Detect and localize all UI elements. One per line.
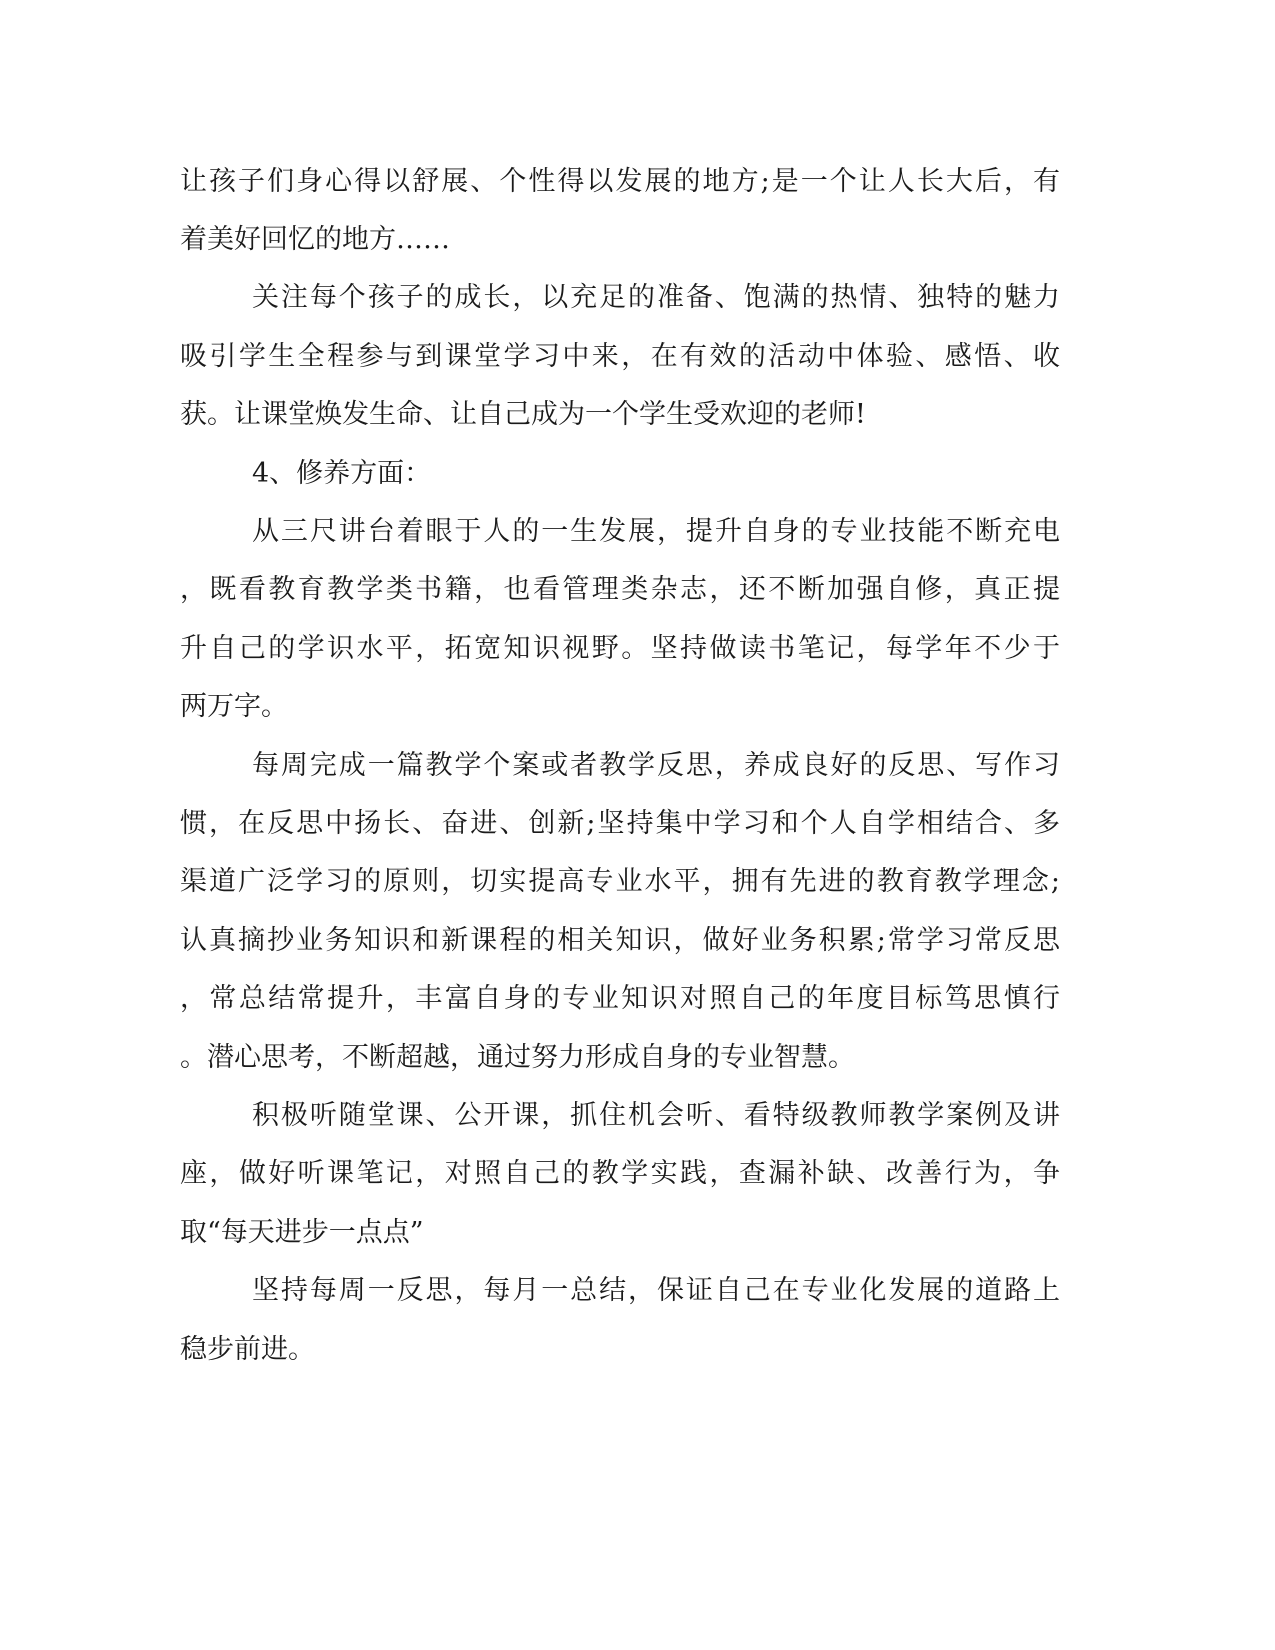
text-line: 吸引学生全程参与到课堂学习中来，在有效的活动中体验、感悟、收 <box>180 341 1060 372</box>
text-line: ，既看教育教学类书籍，也看管理类杂志，还不断加强自修，真正提 <box>180 574 1060 605</box>
text-line: 渠道广泛学习的原则，切实提高专业水平，拥有先进的教育教学理念; <box>180 866 1060 897</box>
section-heading: 4、修养方面： <box>252 458 432 489</box>
text-line: 。潜心思考，不断超越，通过努力形成自身的专业智慧。 <box>180 1042 855 1073</box>
text-line: 稳步前进。 <box>180 1334 315 1365</box>
paragraph-start-line: 坚持每周一反思，每月一总结，保证自己在专业化发展的道路上 <box>252 1275 1060 1306</box>
paragraph-start-line: 积极听随堂课、公开课，抓住机会听、看特级教师教学案例及讲 <box>252 1100 1060 1131</box>
text-line: 获。让课堂焕发生命、让自己成为一个学生受欢迎的老师! <box>180 399 866 430</box>
paragraph-start-line: 每周完成一篇教学个案或者教学反思，养成良好的反思、写作习 <box>252 750 1060 781</box>
paragraph-start-line: 从三尺讲台着眼于人的一生发展，提升自身的专业技能不断充电 <box>252 516 1060 547</box>
text-line: 两万字。 <box>180 691 288 722</box>
text-line: 座，做好听课笔记，对照自己的教学实践，查漏补缺、改善行为，争 <box>180 1158 1060 1189</box>
text-line: 取“每天进步一点点” <box>180 1217 424 1248</box>
text-line: 升自己的学识水平，拓宽知识视野。坚持做读书笔记，每学年不少于 <box>180 633 1060 664</box>
paragraph-start-line: 关注每个孩子的成长，以充足的准备、饱满的热情、独特的魅力 <box>252 282 1060 313</box>
text-line: 惯，在反思中扬长、奋进、创新;坚持集中学习和个人自学相结合、多 <box>180 808 1060 839</box>
text-line: 认真摘抄业务知识和新课程的相关知识，做好业务积累;常学习常反思 <box>180 925 1060 956</box>
text-line: ，常总结常提升，丰富自身的专业知识对照自己的年度目标笃思慎行 <box>180 983 1060 1014</box>
text-line: 着美好回忆的地方…… <box>180 224 450 255</box>
text-line: 让孩子们身心得以舒展、个性得以发展的地方;是一个让人长大后，有 <box>180 166 1060 197</box>
